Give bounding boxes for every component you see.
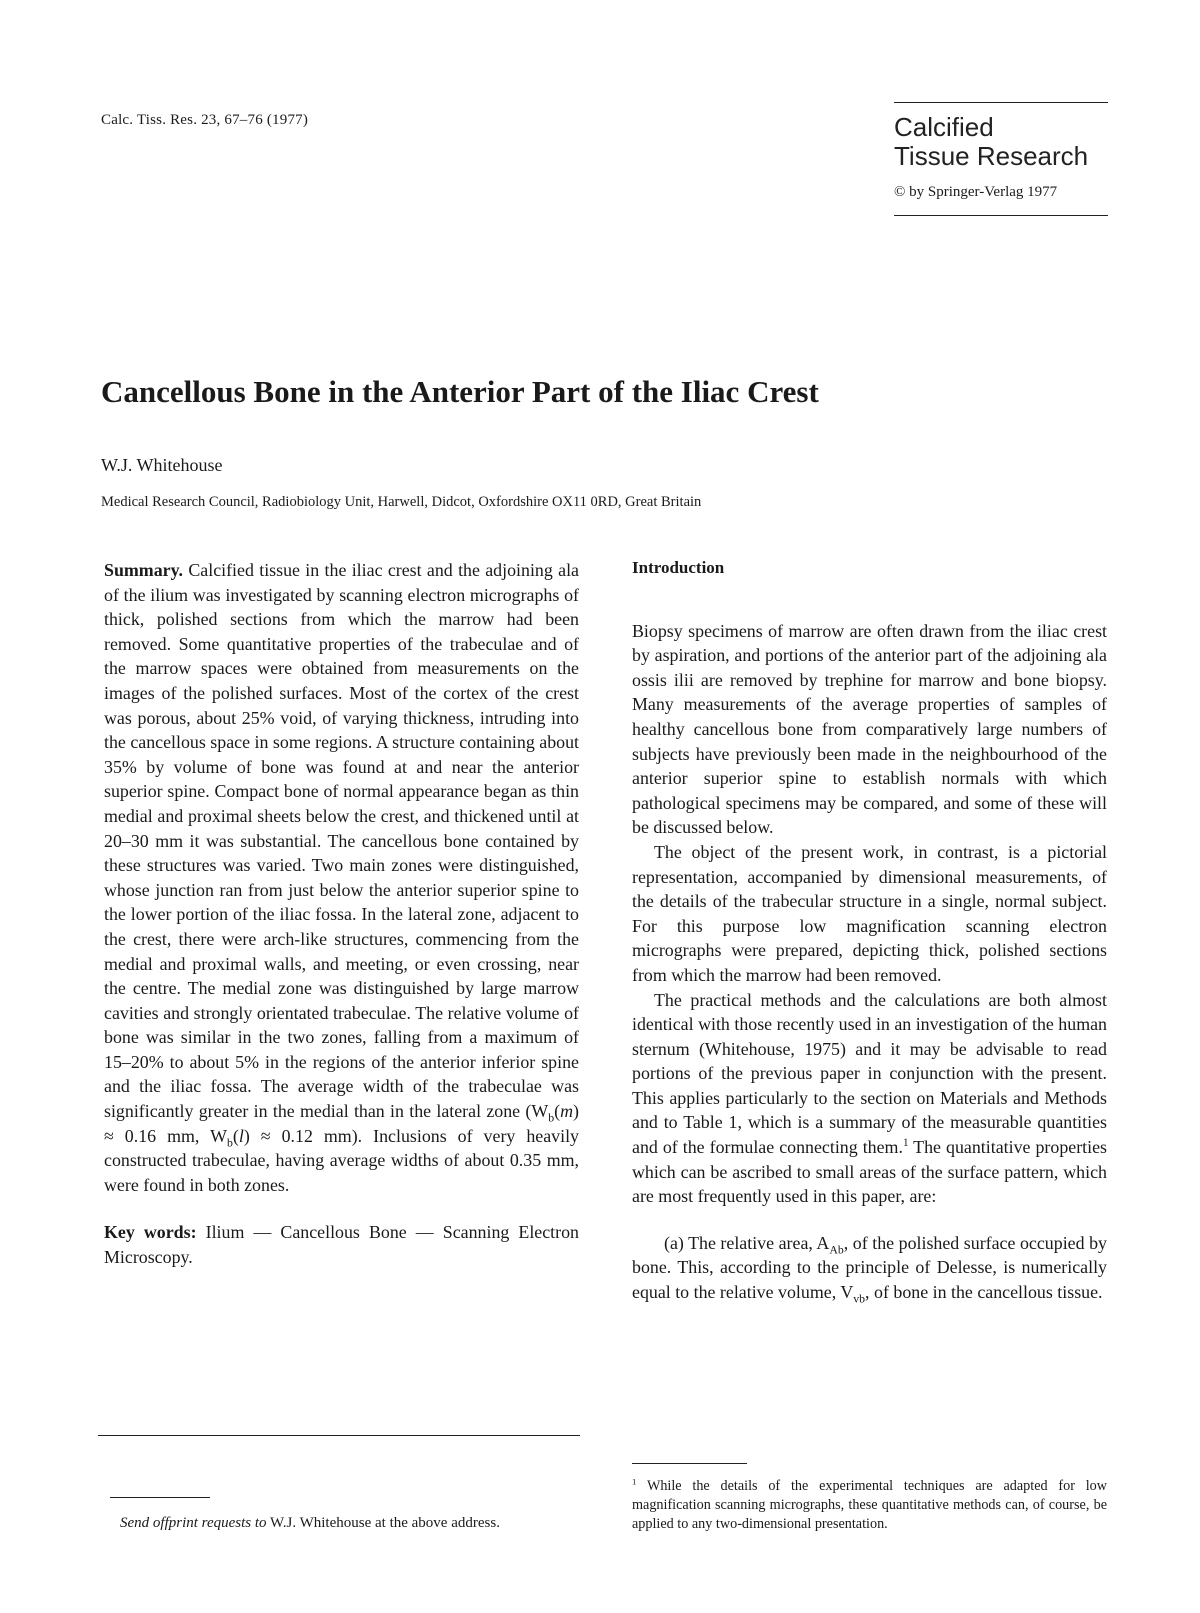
keywords-label: Key words: <box>104 1222 197 1243</box>
masthead-top-rule <box>894 102 1108 103</box>
summary-text-3: ) ≈ 0.16 mm, W <box>104 1101 579 1146</box>
intro-paragraph-1: Biopsy specimens of marrow are often drawn from the iliac crest by aspiration, and portions of the anterior part of the adjoining ala ossis ilii are removed by trephine for marrow and bone biopsy. Many measurements of the average properties of samples of healthy cancellous bone from comparatively large numbers of subjects have previously been made in the neighbourhood of the anterior superior spine to establish normals with which pathological specimens may be compared, and some of these will be discussed below. <box>632 620 1107 838</box>
journal-masthead <box>894 102 1108 216</box>
item-a-sub-2: vb <box>853 1291 866 1306</box>
intro-paragraph-3-tail: The quantitative properties which can be ascribed to small areas of the surface pattern, which are most frequently used in this paper, are: <box>632 1137 1108 1207</box>
journal-citation: Calc. Tiss. Res. 23, 67–76 (1977) <box>101 112 309 128</box>
introduction-heading: Introduction <box>632 558 725 577</box>
article-title: Cancellous Bone in the Anterior Part of the Iliac Crest <box>101 374 819 409</box>
footnote-rule-right <box>632 1463 747 1464</box>
summary-var-l: l <box>238 1125 244 1146</box>
item-a-text-2: , of the polished surface occupied by bone. This, according to the principle of Delesse, is numerically equal to the relative volume, V <box>632 1232 1107 1303</box>
item-a-sub-1: Ab <box>829 1242 844 1257</box>
footnote-1 <box>632 1477 1107 1535</box>
offprint-italic: Send offprint requests to <box>120 1515 267 1531</box>
item-a-text-1: (a) The relative area, A <box>664 1232 830 1253</box>
summary-text-4: ( <box>232 1125 239 1146</box>
footnote-marker: 1 <box>632 1476 637 1487</box>
keywords-paragraph <box>104 1220 579 1269</box>
footnote-text: While the details of the experimental techniques are adapted for low magnification scanning micrographs, these quantitative methods can, of course, be applied to any two-dimensional presentation. <box>632 1478 1107 1533</box>
masthead-bottom-rule <box>894 215 1108 216</box>
summary-sub-1: b <box>548 1110 555 1125</box>
footnote-rule-left <box>110 1497 210 1498</box>
summary-end-rule <box>98 1435 580 1436</box>
summary-text-5: ) ≈ 0.12 mm). Inclusions of very heavily constructed trabeculae, having average widths of about 0.35 mm, were found in both zones. <box>104 1125 579 1195</box>
intro-paragraph-3 <box>632 988 1107 1209</box>
offprint-text: W.J. Whitehouse at the above address. <box>266 1515 500 1531</box>
intro-paragraph-3-text: The practical methods and the calculations are both almost identical with those recently used in an investigation of the human sternum (Whitehouse, 1975) and it may be advisable to read portions of the previous paper in conjunction with the present. This applies particularly to the section on Materials and Methods and to Table 1, which is a summary of the measurable quantities and of the formulae connecting them. <box>632 989 1107 1158</box>
offprint-note <box>120 1515 500 1532</box>
summary-text-1: Calcified tissue in the iliac crest and the adjoining ala of the ilium was investigated by scanning electron micrographs of thick, polished sections from which the marrow had been removed. Some quantitative properties of the trabeculae and of the marrow spaces were obtained from measurements on the images of the polished surfaces. Most of the cortex of the crest was porous, about 25% void, of varying thickness, intruding into the cancellous space in some regions. A structure containing about 35% by volume of bone was found at and near the anterior superior spine. Compact bone of normal appearance began as thin medial and proximal sheets below the crest, and thickened until at 20–30 mm it was substantial. The cancellous bone contained by these structures was varied. Two main zones were distinguished, whose junction ran from just below the anterior superior spine to the lower portion of the iliac fossa. In the lateral zone, adjacent to the crest, there were arch-like structures, commencing from the medial and proximal walls, and meeting, or even crossing, near the centre. The medial zone was distinguished by large marrow cavities and strongly orientated trabeculae. The relative volume of bone was similar in the two zones, falling from a maximum of 15–20% to about 5% in the regions of the anterior inferior spine and the iliac fossa. The average width of the trabeculae was significantly greater in the medial than in the lateral zone (W <box>104 560 579 1122</box>
journal-name <box>894 113 1108 171</box>
summary-paragraph <box>104 558 579 1197</box>
journal-name-line2: Tissue Research <box>894 141 1089 171</box>
summary-label: Summary. <box>104 560 184 580</box>
footnote-ref-1[interactable]: 1 <box>902 1137 909 1150</box>
copyright-notice: © by Springer-Verlag 1977 <box>894 184 1058 200</box>
definition-item-a <box>632 1231 1107 1305</box>
summary-text-2: ( <box>554 1101 561 1122</box>
author-affiliation: Medical Research Council, Radiobiology Unit, Harwell, Didcot, Oxfordshire OX11 0RD, Great Britain <box>101 494 702 510</box>
summary-sub-2: b <box>226 1135 233 1150</box>
left-column <box>104 558 579 1270</box>
author-name: W.J. Whitehouse <box>101 455 223 475</box>
summary-var-m: m <box>560 1101 574 1122</box>
right-column <box>632 556 1107 1305</box>
item-a-text-3: , of bone in the cancellous tissue. <box>865 1282 1103 1303</box>
intro-paragraph-2: The object of the present work, in contrast, is a pictorial representation, accompanied by dimensional measurements, of the details of the trabecular structure in a single, normal subject. For this purpose low magnification scanning electron micrographs were prepared, depicting thick, polished sections from which the marrow had been removed. <box>632 841 1107 985</box>
journal-name-line1: Calcified <box>894 112 994 142</box>
keywords-text: Ilium — Cancellous Bone — Scanning Electron Microscopy. <box>104 1222 579 1268</box>
